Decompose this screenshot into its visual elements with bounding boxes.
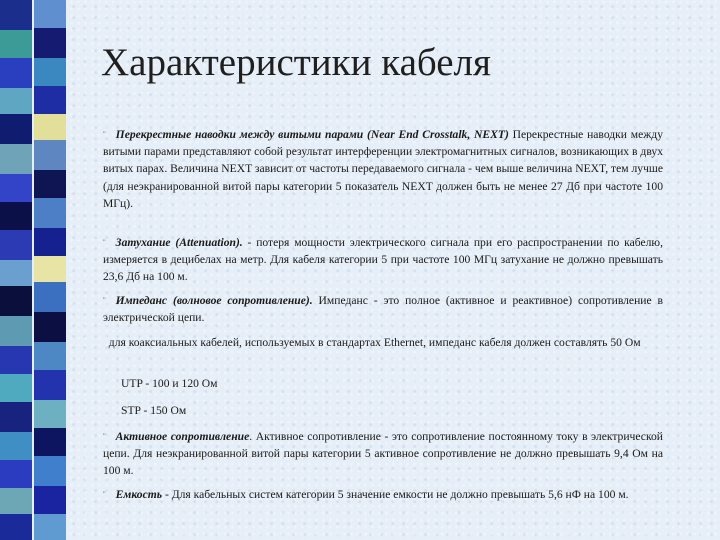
bullet-icon: ¨ bbox=[103, 130, 106, 139]
item-resistance-text: . Активное сопротивление - это сопротивление постоянному току в электрической цепи. Для неэкранированной витой пары категории 5 активное сопротивление не должно превышать 9,4 Ом на 100 м. bbox=[103, 430, 663, 478]
item-utp-impedance: UTP - 100 и 120 Ом bbox=[121, 377, 218, 390]
item-impedance bbox=[103, 292, 663, 326]
item-coax-impedance bbox=[103, 334, 663, 351]
item-impedance-text: Импеданс - это полное (активное и реактивное) сопротивление в электрической цепи. bbox=[103, 294, 663, 325]
item-attenuation-term: Затухание (Attenuation). bbox=[115, 236, 243, 249]
item-capacitance-term: Емкость bbox=[115, 488, 163, 501]
item-attenuation-text: - потеря мощности электрического сигнала при его распространении по кабелю, измеряется в децибелах на метр. Для кабеля категории 5 при частоте 100 МГц затухание не должно превышать 23,6 Дб на 100 м. bbox=[103, 236, 663, 284]
item-capacitance-text: - Для кабельных систем категории 5 значение емкости не должно превышать 5,6 нФ на 100 м. bbox=[162, 488, 629, 501]
item-resistance-term: Активное сопротивление bbox=[115, 430, 250, 443]
item-next-text: Перекрестные наводки между витыми парами представляют собой результат интерференции электромагнитных сигналов, возникающих в двух витых парах. Величина NEXT зависит от частоты передаваемого сигнала - чем выше величина NEXT, тем лучше (для неэкранированной витой пары категории 5 показатель NEXT должен быть не менее 27 Дб при частоте 100 МГц). bbox=[103, 128, 663, 210]
item-next bbox=[103, 126, 663, 212]
item-impedance-term: Импеданс (волновое сопротивление). bbox=[115, 294, 313, 307]
bullet-icon: ¨ bbox=[103, 238, 106, 247]
bullet-icon: ¨ bbox=[103, 432, 106, 441]
slide-title: Характеристики кабеля bbox=[101, 41, 491, 84]
item-next-term: Перекрестные наводки между витыми парами (Near End Crosstalk, NEXT) bbox=[115, 128, 509, 141]
decorative-color-stripe bbox=[0, 0, 66, 540]
item-attenuation bbox=[103, 234, 663, 286]
bullet-icon: ¨ bbox=[103, 490, 106, 499]
bullet-icon: ¨ bbox=[103, 296, 106, 305]
item-resistance bbox=[103, 428, 663, 480]
item-capacitance bbox=[103, 486, 663, 503]
item-coax-impedance-text: для коаксиальных кабелей, используемых в стандартах Ethernet, импеданс кабеля должен составлять 50 Ом bbox=[108, 336, 641, 349]
item-stp-impedance: STP - 150 Ом bbox=[121, 404, 187, 417]
